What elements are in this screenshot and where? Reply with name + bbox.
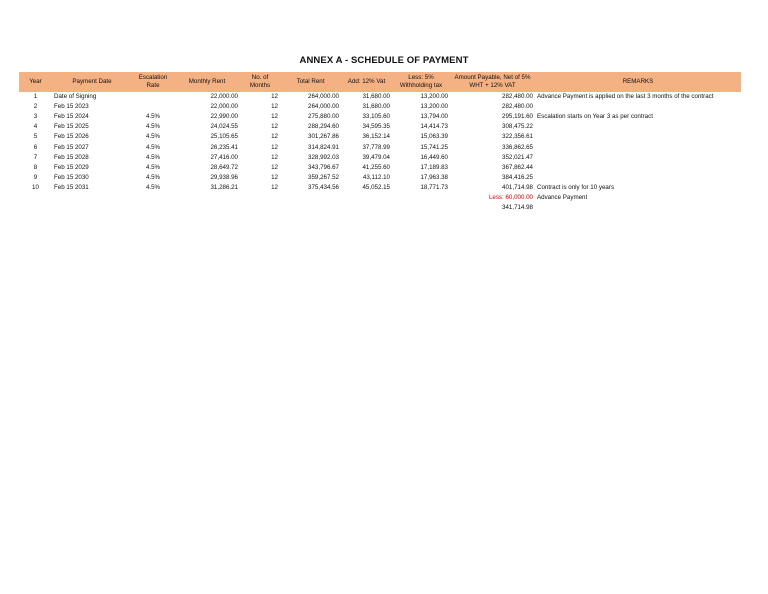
cell-vat: 31,680.00 [362, 103, 390, 111]
cell-monthly-rent: 22,000.00 [210, 93, 238, 101]
cell-year: 7 [33, 153, 38, 161]
cell-rate [132, 102, 174, 112]
cell-date: Feb 15 2030 [54, 173, 89, 181]
less-advance-remark: Advance Payment [537, 193, 588, 201]
cell-months: 12 [271, 133, 278, 141]
cell-payable: 308,475.22 [502, 123, 533, 131]
cell-monthly-rent: 22,990.00 [210, 113, 238, 121]
cell-vat: 36,152.14 [362, 133, 390, 141]
cell-year: 8 [33, 163, 38, 171]
cell-rate [132, 92, 174, 102]
table-row [19, 142, 741, 152]
net-total-amount: 341,714.98 [502, 204, 533, 212]
cell-wht: 15,741.25 [420, 143, 448, 151]
table-row [19, 163, 741, 173]
cell-months: 12 [271, 113, 278, 121]
cell-wht: 18,771.73 [420, 183, 448, 191]
cell-remarks: Contract is only for 10 years [537, 183, 615, 191]
cell-remarks: Escalation starts on Year 3 as per contract [537, 113, 653, 121]
cell-total-rent: 264,000.00 [308, 103, 339, 111]
cell-date: Feb 15 2027 [54, 143, 89, 151]
cell-total-rent: 343,796.67 [308, 163, 339, 171]
cell-months: 12 [271, 153, 278, 161]
cell-remarks [535, 153, 741, 163]
table-row [19, 183, 741, 193]
cell-monthly-rent: 26,235.41 [210, 143, 238, 151]
cell-rate: 4.5% [145, 143, 161, 151]
header-escalation-rate: Escalation Rate [138, 74, 168, 89]
cell-vat: 33,105.60 [362, 113, 390, 121]
cell-remarks [535, 173, 741, 183]
cell-total-rent: 314,824.91 [308, 143, 339, 151]
header-monthly-rent: Monthly Rent [188, 78, 226, 85]
net-total-row [19, 203, 741, 213]
cell-payable: 336,862.65 [502, 143, 533, 151]
cell-rate: 4.5% [145, 173, 161, 181]
cell-rate: 4.5% [145, 123, 161, 131]
cell-remarks [535, 132, 741, 142]
table-row [19, 102, 741, 112]
table-row [19, 173, 741, 183]
cell-rate: 4.5% [145, 163, 161, 171]
cell-total-rent: 375,434.56 [308, 183, 339, 191]
cell-payable: 384,416.25 [502, 173, 533, 181]
cell-monthly-rent: 29,938.96 [210, 173, 238, 181]
cell-rate: 4.5% [145, 153, 161, 161]
table-header-row [19, 72, 741, 92]
header-remarks: REMARKS [622, 78, 654, 85]
table-row [19, 112, 741, 122]
cell-total-rent: 264,000.00 [308, 93, 339, 101]
cell-rate: 4.5% [145, 113, 161, 121]
table-row [19, 122, 741, 132]
cell-payable: 282,480.00 [502, 103, 533, 111]
cell-date: Feb 15 2024 [54, 113, 89, 121]
cell-total-rent: 301,267.86 [308, 133, 339, 141]
cell-remarks [535, 122, 741, 132]
header-total-rent: Total Rent [296, 78, 325, 85]
cell-monthly-rent: 31,286.21 [210, 183, 238, 191]
cell-payable: 367,862.44 [502, 163, 533, 171]
header-year: Year [29, 78, 42, 85]
cell-remarks [535, 163, 741, 173]
cell-months: 12 [271, 183, 278, 191]
cell-payable: 282,480.00 [502, 93, 533, 101]
header-payment-date: Payment Date [72, 78, 112, 85]
cell-vat: 34,595.35 [362, 123, 390, 131]
cell-year: 6 [33, 143, 38, 151]
cell-remarks [535, 142, 741, 152]
cell-wht: 17,963.38 [420, 173, 448, 181]
cell-monthly-rent: 28,649.72 [210, 163, 238, 171]
cell-wht: 13,200.00 [420, 93, 448, 101]
cell-months: 12 [271, 123, 278, 131]
cell-monthly-rent: 27,416.00 [210, 153, 238, 161]
cell-date: Feb 15 2028 [54, 153, 89, 161]
header-vat: Add: 12% Vat [347, 78, 386, 85]
page-title: ANNEX A - SCHEDULE OF PAYMENT [299, 55, 469, 66]
cell-year: 4 [33, 123, 38, 131]
cell-monthly-rent: 22,000.00 [210, 103, 238, 111]
cell-vat: 37,778.99 [362, 143, 390, 151]
cell-date: Feb 15 2025 [54, 123, 89, 131]
cell-date: Feb 15 2023 [54, 103, 89, 111]
cell-year: 2 [33, 103, 38, 111]
cell-wht: 14,414.73 [420, 123, 448, 131]
cell-vat: 31,680.00 [362, 93, 390, 101]
cell-total-rent: 275,880.00 [308, 113, 339, 121]
cell-months: 12 [271, 173, 278, 181]
cell-total-rent: 359,267.52 [308, 173, 339, 181]
cell-monthly-rent: 25,105.65 [210, 133, 238, 141]
cell-year: 3 [33, 113, 38, 121]
cell-year: 1 [33, 93, 38, 101]
table-row [19, 153, 741, 163]
cell-rate: 4.5% [145, 133, 161, 141]
cell-wht: 17,189.83 [420, 163, 448, 171]
cell-total-rent: 328,992.03 [308, 153, 339, 161]
cell-year: 10 [32, 183, 39, 191]
cell-rate: 4.5% [145, 183, 161, 191]
less-advance-amount: Less: 60,000.00 [488, 193, 533, 201]
table-row [19, 132, 741, 142]
header-no-of-months: No. of Months [249, 74, 271, 89]
cell-payable: 295,191.60 [502, 113, 533, 121]
cell-vat: 41,255.60 [362, 163, 390, 171]
cell-wht: 13,200.00 [420, 103, 448, 111]
cell-date: Date of Signing [54, 93, 97, 101]
cell-payable: 322,356.61 [502, 133, 533, 141]
cell-payable: 401,714.98 [502, 183, 533, 191]
less-advance-row [19, 193, 741, 203]
cell-wht: 13,794.00 [420, 113, 448, 121]
cell-months: 12 [271, 93, 278, 101]
cell-vat: 45,052.15 [362, 183, 390, 191]
cell-date: Feb 15 2026 [54, 133, 89, 141]
header-amount-payable: Amount Payable, Net of 5% WHT + 12% VAT [454, 74, 531, 89]
cell-remarks [535, 102, 741, 112]
cell-remarks: Advance Payment is applied on the last 3 months of the contract [537, 93, 714, 101]
cell-payable: 352,021.47 [502, 153, 533, 161]
cell-date: Feb 15 2029 [54, 163, 89, 171]
header-wht: Less: 5% Withholding tax [399, 74, 443, 89]
cell-year: 9 [33, 173, 38, 181]
payment-schedule-table [19, 72, 741, 213]
cell-date: Feb 15 2031 [54, 183, 89, 191]
cell-monthly-rent: 24,024.55 [210, 123, 238, 131]
cell-year: 5 [33, 133, 38, 141]
cell-vat: 39,479.04 [362, 153, 390, 161]
cell-wht: 16,449.60 [420, 153, 448, 161]
cell-wht: 15,063.39 [420, 133, 448, 141]
cell-total-rent: 288,294.60 [308, 123, 339, 131]
cell-vat: 43,112.10 [362, 173, 390, 181]
table-row [19, 92, 741, 102]
cell-months: 12 [271, 103, 278, 111]
cell-months: 12 [271, 143, 278, 151]
cell-months: 12 [271, 163, 278, 171]
